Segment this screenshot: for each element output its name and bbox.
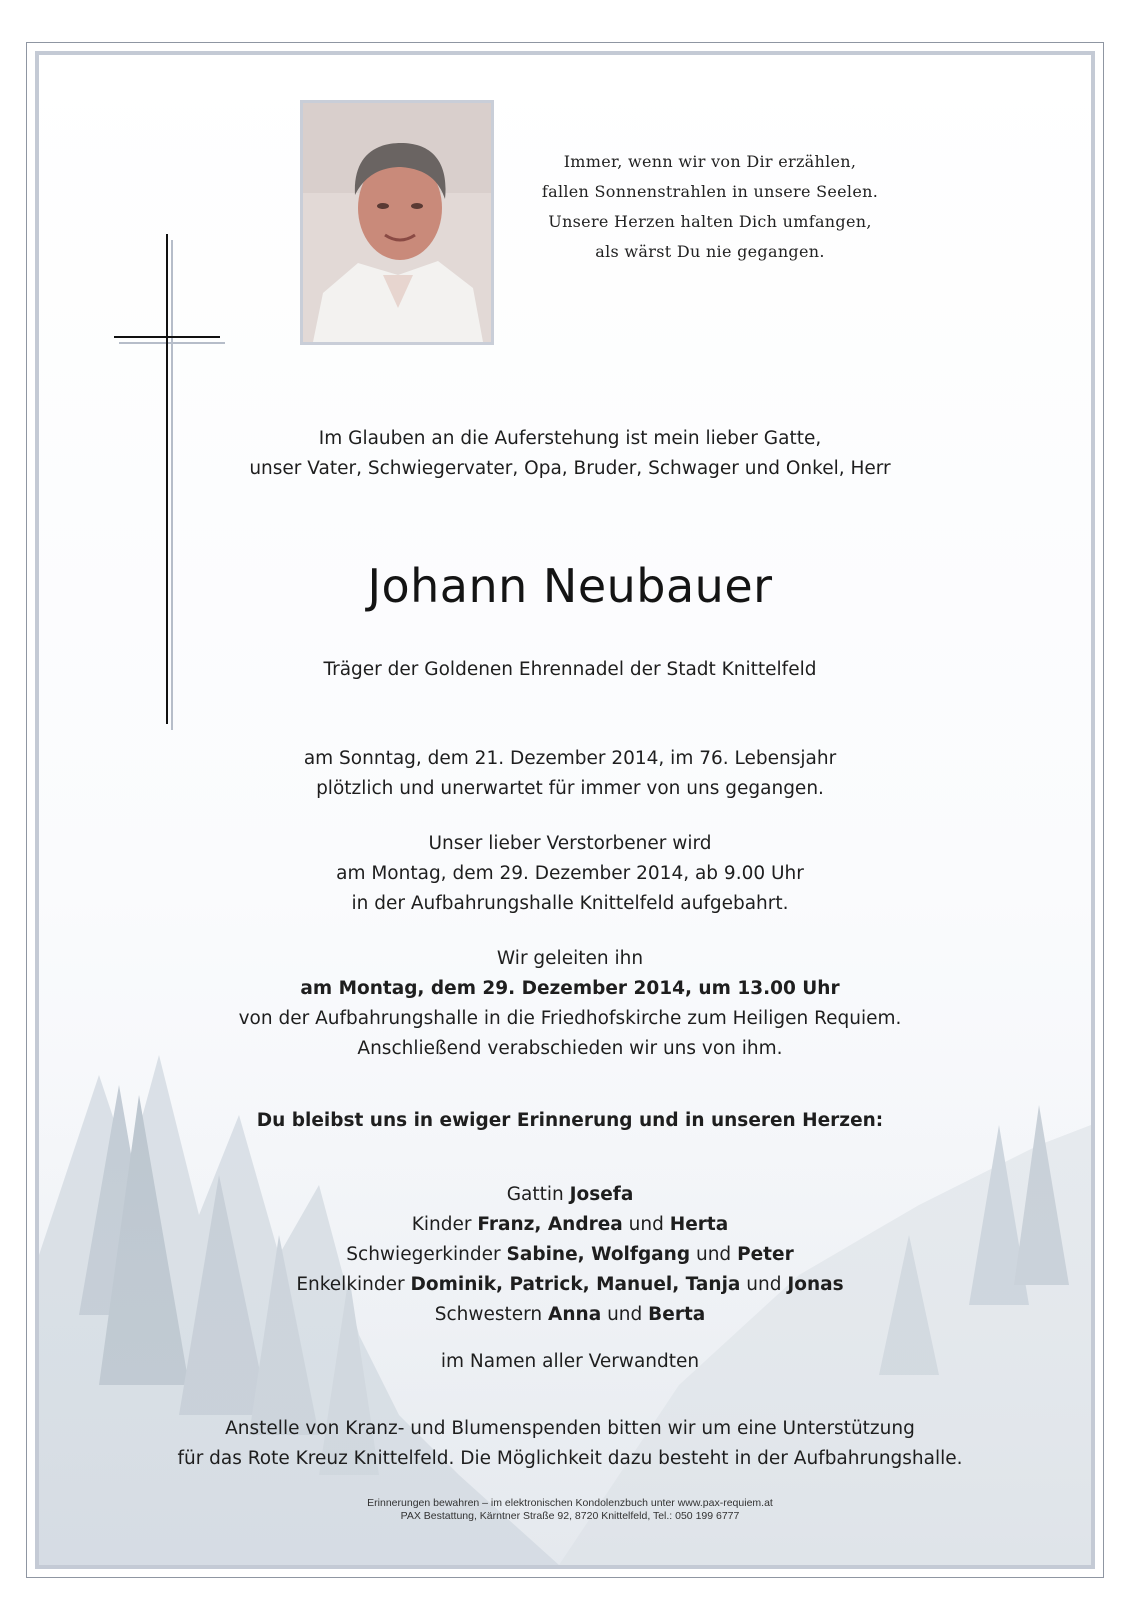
deceased-name: Johann Neubauer [367, 559, 773, 613]
family-names: Dominik, Patrick, Manuel, Tanja [410, 1274, 741, 1295]
family-names: Franz, Andrea [477, 1214, 623, 1235]
funeral-line: von der Aufbahrungshalle in die Friedhofskirche zum Heiligen Requiem. [238, 1008, 902, 1029]
family-names: Sabine, Wolfgang [506, 1244, 691, 1265]
donation-line: Anstelle von Kranz- und Blumenspenden bitten wir um eine Unterstützung [225, 1418, 915, 1439]
poem [505, 147, 915, 267]
family-grandchildren [140, 1270, 1000, 1300]
family-label: Enkelkinder [296, 1274, 405, 1295]
portrait-image [303, 103, 491, 342]
death-notice [140, 744, 1000, 804]
inner-frame [35, 51, 1095, 1569]
poem-line: Immer, wenn wir von Dir erzählen, [563, 152, 857, 171]
family-names: Berta [648, 1304, 706, 1325]
intro-line: unser Vater, Schwiegervater, Opa, Bruder, Schwager und Onkel, Herr [249, 458, 891, 479]
donation-notice [140, 1414, 1000, 1474]
funeral-date: am Montag, dem 29. Dezember 2014, um 13.00 Uhr [300, 978, 840, 999]
forest-landscape-background [39, 55, 1091, 1565]
family-inlaws [140, 1240, 1000, 1270]
viewing-line: am Montag, dem 29. Dezember 2014, ab 9.00 Uhr [336, 863, 804, 884]
family-conjunction: und [607, 1304, 643, 1325]
intro-text [140, 424, 1000, 484]
family-names: Jonas [787, 1274, 844, 1295]
family-names: Josefa [569, 1184, 634, 1205]
family-label: Kinder [411, 1214, 472, 1235]
intro-line: Im Glauben an die Auferstehung ist mein lieber Gatte, [318, 428, 822, 449]
family-list [140, 1180, 1000, 1330]
family-children [140, 1210, 1000, 1240]
cross-shadow-horizontal [119, 342, 225, 344]
family-wife [140, 1180, 1000, 1210]
footer-line: PAX Bestattung, Kärntner Straße 92, 8720 Knittelfeld, Tel.: 050 199 6777 [400, 1510, 740, 1522]
footer-line: Erinnerungen bewahren – im elektronischen Kondolenzbuch unter www.pax-requiem.at [367, 1497, 773, 1509]
family-sisters [140, 1300, 1000, 1330]
poem-line: als wärst Du nie gegangen. [595, 242, 825, 261]
family-names: Herta [669, 1214, 729, 1235]
funeral-notice [140, 944, 1000, 1064]
funeral-line: Anschließend verabschieden wir uns von ihm. [357, 1038, 783, 1059]
family-names: Peter [737, 1244, 794, 1265]
family-conjunction: und [746, 1274, 782, 1295]
portrait-photo [300, 100, 494, 345]
poem-line: Unsere Herzen halten Dich umfangen, [548, 212, 872, 231]
honor-title: Träger der Goldenen Ehrennadel der Stadt Knittelfeld [323, 659, 817, 680]
viewing-line: Unser lieber Verstorbener wird [428, 833, 712, 854]
family-label: Schwestern [434, 1304, 543, 1325]
family-label: Schwiegerkinder [346, 1244, 501, 1265]
death-line: plötzlich und unerwartet für immer von uns gegangen. [316, 778, 824, 799]
death-line: am Sonntag, dem 21. Dezember 2014, im 76. Lebensjahr [303, 748, 837, 769]
funeral-line: Wir geleiten ihn [496, 948, 644, 969]
family-conjunction: und [695, 1244, 732, 1265]
family-label: Gattin [506, 1184, 564, 1205]
viewing-notice [140, 829, 1000, 919]
viewing-line: in der Aufbahrungshalle Knittelfeld aufgebahrt. [351, 893, 789, 914]
family-names: Anna [548, 1304, 602, 1325]
family-conjunction: und [628, 1214, 664, 1235]
footer [140, 1497, 1000, 1523]
cross-icon-horizontal [114, 336, 220, 338]
poem-line: fallen Sonnenstrahlen in unsere Seelen. [541, 182, 879, 201]
donation-line: für das Rote Kreuz Knittelfeld. Die Möglichkeit dazu besteht in der Aufbahrungshalle. [177, 1448, 963, 1469]
relatives-line: im Namen aller Verwandten [440, 1351, 700, 1372]
remembrance-line: Du bleibst uns in ewiger Erinnerung und in unseren Herzen: [256, 1110, 884, 1131]
